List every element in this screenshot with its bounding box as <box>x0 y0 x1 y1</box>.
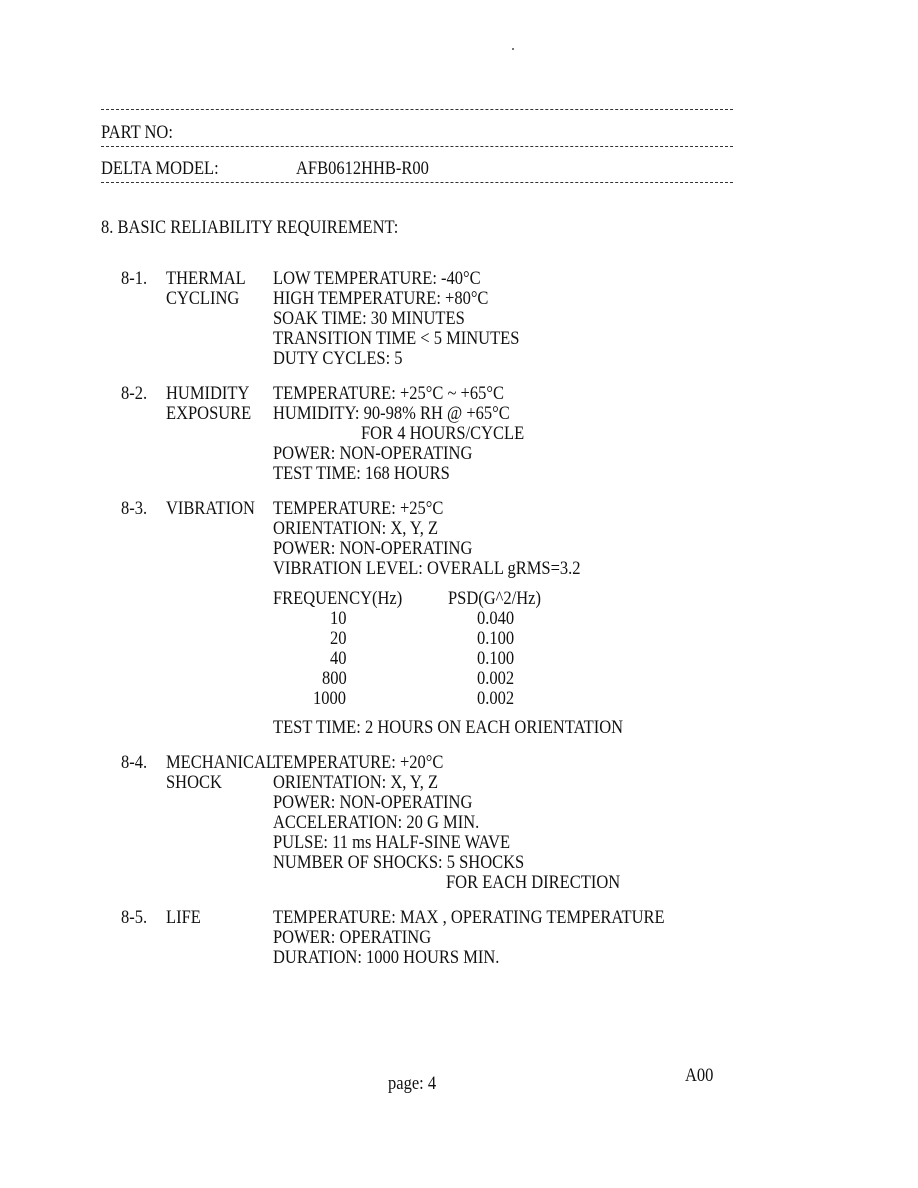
delta-model-label: DELTA MODEL: <box>101 157 219 179</box>
spec-line: DURATION: 1000 HOURS MIN. <box>273 946 500 968</box>
part-no-label: PART NO: <box>101 121 173 143</box>
item-number: 8-4. <box>121 751 148 773</box>
spec-line: ACCELERATION: 20 G MIN. <box>273 811 480 833</box>
spec-line: TEST TIME: 2 HOURS ON EACH ORIENTATION <box>273 716 624 738</box>
spec-line: TEMPERATURE: +25°C <box>273 497 444 519</box>
item-name-line1: HUMIDITY <box>166 382 250 404</box>
spec-line: PULSE: 11 ms HALF-SINE WAVE <box>273 831 511 853</box>
table-cell-psd: 0.100 <box>477 627 515 649</box>
spec-line: ORIENTATION: X, Y, Z <box>273 771 439 793</box>
spec-line: HIGH TEMPERATURE: +80°C <box>273 287 489 309</box>
spec-line: TRANSITION TIME < 5 MINUTES <box>273 327 520 349</box>
table-cell-frequency: 20 <box>330 627 347 649</box>
item-number: 8-2. <box>121 382 148 404</box>
spec-line: NUMBER OF SHOCKS: 5 SHOCKS <box>273 851 525 873</box>
spec-line: POWER: NON-OPERATING <box>273 537 473 559</box>
table-cell-frequency: 40 <box>330 647 347 669</box>
spec-line: FOR 4 HOURS/CYCLE <box>361 422 525 444</box>
spec-line: ORIENTATION: X, Y, Z <box>273 517 439 539</box>
spec-line: FOR EACH DIRECTION <box>446 871 621 893</box>
table-cell-psd: 0.002 <box>477 687 515 709</box>
page-number: page: 4 <box>388 1072 437 1094</box>
item-name-line2: CYCLING <box>166 287 240 309</box>
spec-line: HUMIDITY: 90-98% RH @ +65°C <box>273 402 510 424</box>
header-rule-middle <box>101 146 733 147</box>
item-number: 8-1. <box>121 267 148 289</box>
spec-line: LOW TEMPERATURE: -40°C <box>273 267 481 289</box>
item-number: 8-3. <box>121 497 148 519</box>
item-name-line2: SHOCK <box>166 771 222 793</box>
spec-line: POWER: NON-OPERATING <box>273 791 473 813</box>
spec-line: TEMPERATURE: +25°C ~ +65°C <box>273 382 504 404</box>
header-rule-bottom <box>101 182 733 183</box>
spec-line: SOAK TIME: 30 MINUTES <box>273 307 465 329</box>
item-name-line1: THERMAL <box>166 267 246 289</box>
item-number: 8-5. <box>121 906 148 928</box>
table-cell-psd: 0.100 <box>477 647 515 669</box>
spec-line: TEST TIME: 168 HOURS <box>273 462 450 484</box>
item-name-line1: VIBRATION <box>166 497 255 519</box>
header-rule-top <box>101 109 733 110</box>
table-cell-frequency: 1000 <box>313 687 346 709</box>
table-cell-frequency: 10 <box>330 607 347 629</box>
delta-model-value: AFB0612HHB-R00 <box>296 157 429 179</box>
table-cell-frequency: 800 <box>322 667 347 689</box>
scan-speck <box>512 48 514 50</box>
table-header: FREQUENCY(Hz) <box>273 587 403 609</box>
spec-line: POWER: NON-OPERATING <box>273 442 473 464</box>
table-cell-psd: 0.040 <box>477 607 515 629</box>
item-name-line1: MECHANICAL <box>166 751 276 773</box>
spec-line: DUTY CYCLES: 5 <box>273 347 403 369</box>
item-name-line1: LIFE <box>166 906 201 928</box>
revision-code: A00 <box>685 1064 714 1086</box>
item-name-line2: EXPOSURE <box>166 402 252 424</box>
spec-line: TEMPERATURE: MAX , OPERATING TEMPERATURE <box>273 906 665 928</box>
spec-line: TEMPERATURE: +20°C <box>273 751 444 773</box>
spec-line: POWER: OPERATING <box>273 926 432 948</box>
table-header: PSD(G^2/Hz) <box>448 587 541 609</box>
table-cell-psd: 0.002 <box>477 667 515 689</box>
spec-line: VIBRATION LEVEL: OVERALL gRMS=3.2 <box>273 557 581 579</box>
section-title: 8. BASIC RELIABILITY REQUIREMENT: <box>101 216 399 238</box>
